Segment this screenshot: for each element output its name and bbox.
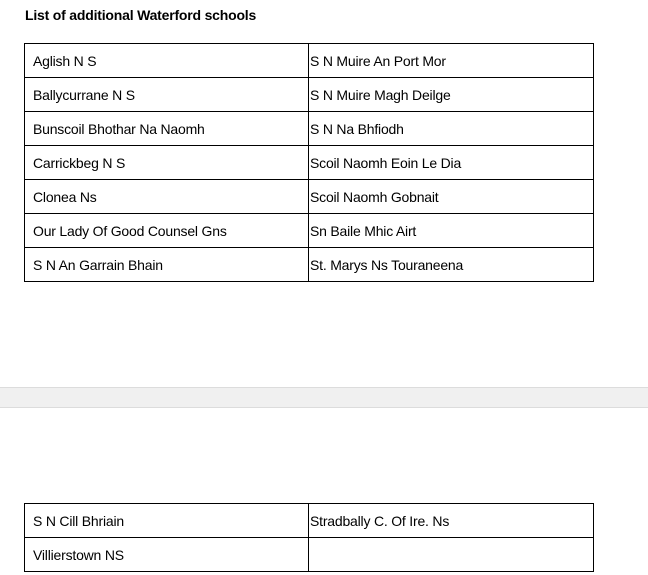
table-cell: S N An Garrain Bhain — [25, 248, 309, 282]
page-title: List of additional Waterford schools — [25, 7, 257, 23]
schools-table-page-1 — [24, 43, 594, 282]
table-cell: Bunscoil Bhothar Na Naomh — [25, 112, 309, 146]
table-cell: Aglish N S — [25, 44, 309, 78]
table-cell: Villierstown NS — [25, 538, 309, 572]
table-cell: S N Muire An Port Mor — [309, 44, 594, 78]
table-row — [25, 180, 594, 214]
table-row — [25, 112, 594, 146]
table-cell: Our Lady Of Good Counsel Gns — [25, 214, 309, 248]
table-row — [25, 44, 594, 78]
schools-table-page-2 — [24, 503, 594, 572]
table-cell: Ballycurrane N S — [25, 78, 309, 112]
table-cell: S N Na Bhfiodh — [309, 112, 594, 146]
table-cell: Stradbally C. Of Ire. Ns — [309, 504, 594, 538]
table-row — [25, 146, 594, 180]
table-row — [25, 504, 594, 538]
table-cell: Carrickbeg N S — [25, 146, 309, 180]
table-cell: Scoil Naomh Gobnait — [309, 180, 594, 214]
table-cell: S N Cill Bhriain — [25, 504, 309, 538]
table-cell — [309, 538, 594, 572]
table-row — [25, 214, 594, 248]
table-cell: S N Muire Magh Deilge — [309, 78, 594, 112]
table-row — [25, 248, 594, 282]
table-cell: Clonea Ns — [25, 180, 309, 214]
table-cell: Sn Baile Mhic Airt — [309, 214, 594, 248]
page-separator — [0, 387, 648, 408]
table-cell: St. Marys Ns Touraneena — [309, 248, 594, 282]
table-row — [25, 78, 594, 112]
table-row — [25, 538, 594, 572]
table-cell: Scoil Naomh Eoin Le Dia — [309, 146, 594, 180]
